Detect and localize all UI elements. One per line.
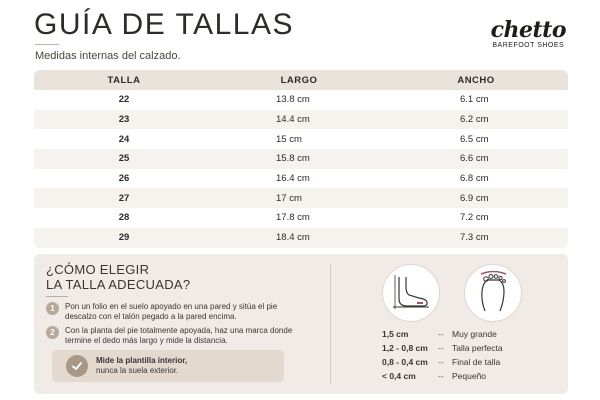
header-width: ANCHO bbox=[457, 74, 495, 86]
fit-description: Muy grande bbox=[452, 329, 497, 339]
brand-logo bbox=[490, 17, 566, 49]
fit-value: 0,8 - 0,4 cm bbox=[382, 357, 428, 367]
step-number-badge: 2 bbox=[46, 326, 59, 339]
cell-width: 6.5 cm bbox=[460, 133, 489, 145]
fit-description: Pequeño bbox=[452, 371, 487, 381]
cell-length: 17.8 cm bbox=[276, 212, 310, 224]
guide-step-2 bbox=[46, 326, 295, 346]
cell-length: 17 cm bbox=[276, 192, 302, 204]
guide-title-line1: ¿CÓMO ELEGIR bbox=[46, 262, 150, 277]
table-header bbox=[34, 70, 568, 90]
fit-value: < 0,4 cm bbox=[382, 371, 416, 381]
cell-size: 27 bbox=[118, 192, 130, 204]
table-row bbox=[34, 169, 568, 189]
cell-length: 15.8 cm bbox=[276, 153, 310, 165]
cell-size: 26 bbox=[118, 173, 130, 185]
guide-title-line2: LA TALLA ADECUADA? bbox=[46, 277, 191, 292]
guide-title-underline bbox=[46, 296, 68, 297]
size-table bbox=[34, 70, 568, 248]
cell-width: 6.6 cm bbox=[460, 153, 489, 165]
table-row bbox=[34, 188, 568, 208]
header-length: LARGO bbox=[280, 74, 318, 86]
fit-description: Final de talla bbox=[452, 357, 501, 367]
title-underline bbox=[35, 44, 59, 45]
cell-size: 22 bbox=[118, 94, 130, 106]
fit-row bbox=[382, 369, 503, 383]
tip-rest: nunca la suela exterior. bbox=[96, 366, 179, 375]
cell-length: 13.8 cm bbox=[276, 94, 310, 106]
cell-width: 7.2 cm bbox=[460, 212, 489, 224]
page-subtitle: Medidas internas del calzado. bbox=[35, 50, 181, 62]
foot-top-icon bbox=[464, 264, 522, 322]
brand-tagline: BAREFOOT SHOES bbox=[492, 42, 565, 49]
tip-text bbox=[96, 356, 187, 376]
table-row bbox=[34, 149, 568, 169]
cell-width: 6.9 cm bbox=[460, 192, 489, 204]
guide-title bbox=[46, 262, 190, 292]
cell-length: 16.4 cm bbox=[276, 173, 310, 185]
fit-list bbox=[382, 327, 503, 383]
fit-row bbox=[382, 355, 503, 369]
fit-row bbox=[382, 341, 503, 355]
size-guide-panel bbox=[34, 254, 568, 394]
table-row bbox=[34, 228, 568, 248]
fit-separator: -- bbox=[438, 329, 444, 339]
cell-size: 24 bbox=[118, 133, 130, 145]
guide-step-1 bbox=[46, 302, 295, 322]
cell-length: 15 cm bbox=[276, 133, 302, 145]
cell-size: 29 bbox=[118, 232, 130, 244]
measure-tip bbox=[52, 350, 284, 382]
header-size: TALLA bbox=[107, 74, 141, 86]
step-text: Con la planta del pie totalmente apoyada, haz una marca donde termine el dedo más largo y mide la distancia. bbox=[65, 326, 293, 345]
cell-width: 7.3 cm bbox=[460, 232, 489, 244]
fit-value: 1,2 - 0,8 cm bbox=[382, 343, 428, 353]
cell-size: 23 bbox=[118, 114, 130, 126]
page-title: GUÍA DE TALLAS bbox=[34, 8, 294, 41]
table-row bbox=[34, 90, 568, 110]
cell-length: 14.4 cm bbox=[276, 114, 310, 126]
tip-strong: Mide la plantilla interior, bbox=[96, 356, 188, 365]
panel-divider bbox=[330, 264, 331, 384]
cell-width: 6.2 cm bbox=[460, 114, 489, 126]
brand-name: chetto bbox=[490, 17, 566, 43]
step-text: Pon un folio en el suelo apoyado en una pared y sitúa el pie descalzo con el talón pegado a la pared encima. bbox=[65, 302, 278, 321]
fit-separator: -- bbox=[438, 357, 444, 367]
step-number-badge: 1 bbox=[46, 302, 59, 315]
cell-length: 18.4 cm bbox=[276, 232, 310, 244]
cell-width: 6.8 cm bbox=[460, 173, 489, 185]
table-row bbox=[34, 129, 568, 149]
fit-value: 1,5 cm bbox=[382, 329, 409, 339]
foot-side-icon bbox=[382, 264, 440, 322]
check-icon bbox=[66, 355, 88, 377]
cell-size: 25 bbox=[118, 153, 130, 165]
cell-width: 6.1 cm bbox=[460, 94, 489, 106]
table-row bbox=[34, 110, 568, 130]
cell-size: 28 bbox=[118, 212, 130, 224]
fit-separator: -- bbox=[438, 371, 444, 381]
fit-description: Talla perfecta bbox=[452, 343, 503, 353]
fit-row bbox=[382, 327, 503, 341]
table-row bbox=[34, 208, 568, 228]
fit-separator: -- bbox=[438, 343, 444, 353]
